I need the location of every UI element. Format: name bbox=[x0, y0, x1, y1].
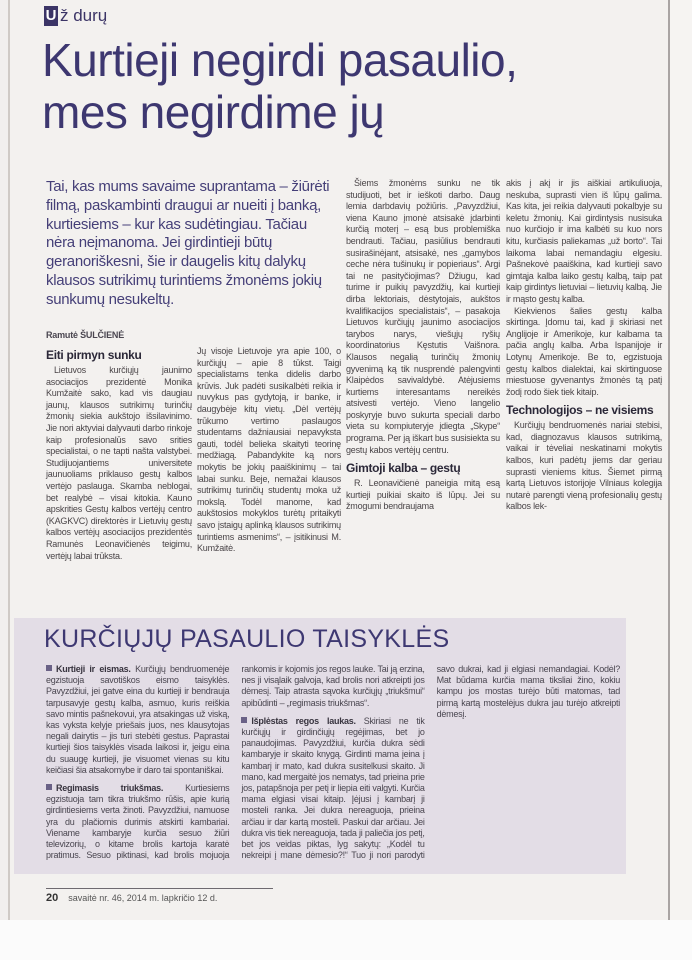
subheading-gimtoji: Gimtoji kalba – gestų bbox=[346, 461, 461, 476]
article-column-3 bbox=[346, 178, 500, 513]
headline-line-2: mes negirdime jų bbox=[42, 86, 385, 138]
scan-margin bbox=[0, 920, 692, 960]
lede-paragraph: Tai, kas mums savaime suprantama – žiūrėti filmą, paskambinti draugui ar nueiti į banką, kurtiesiems – kur kas sudėtingiau. Tačiau nėra neįmanoma. Jei girdintieji būtų geranoriškesni, šie ir daugelis kitų dalykų klausos sutrikimų turintiems žmonėms jokių sunkumų nesukeltų. bbox=[46, 178, 330, 308]
article-paragraph: R. Leonavičienė paneigia mitą esą kurtieji puikiai skaito iš lūpų. Jei su žmogumi bendraujama bbox=[346, 478, 500, 512]
article-paragraph: akis į akį ir jis aiškiai artikuliuoja, neskuba, suprasti vien iš lūpų galima. Kas kita, jei reikia dalyvauti pokalbyje su keletu žmonių. Kai girdintysis nusisuka nuo kurčiojo ir ima kalbėti su kuo nors kitu, kurčiasis paliekamas „už borto“. Tai laikoma labai nemandagiu elgesiu. Pašnekovė paaiškina, kad kurtieji savo gimtąja kalba laiko gestų kalbą, taip pat kaip girdintys lietuviai – lietuvių kalbą. Jie ir mąsto gestų kalba. bbox=[506, 178, 662, 304]
footer-rule bbox=[46, 888, 273, 889]
article-column-1 bbox=[46, 344, 192, 562]
article-paragraph: Šiems žmonėms sunku ne tik studijuoti, bet ir ieškoti darbo. Daug lemia darbdavių požiūris. „Pavyzdžiui, viena Kauno įmonė atsisakė įdarbinti kurčią moterį – esą bus problemiška bendrauti. Tačiau, pasiūlius bendrauti susirašinėjant, atsisakė, nes „gamybos ceche nėra tušinukų ir popieriaus“. Argi tai ne pasityčiojimas? Džiugu, kad turime ir puikių pavyzdžių, kai kurtieji dirba lektoriais, dėstytojais, aukštos kvalifikacijos specialistais“, – pasakoja Lietuvos kurčiųjų jaunimo asociacijos tarybos narys, viešųjų ryšių koordinatorius Kęstutis Vaišnora. Klausos negalią turinčių žmonių gyvenimą ką tik nusprendė palengvinti Klaipėdos savivaldybė. Atėjusiems kurtiems interesantams nereikės atsivesti vertėjo. Vieno langelio poskyryje buvo sukurta speciali darbo vieta su kompiuteryje įdiegta „Skype“ programa. Per ją iškart bus susisiekta su gestų kabos vertėjų centru. bbox=[346, 178, 500, 455]
article-paragraph: Kiekvienos šalies gestų kalba skirtinga. Įdomu tai, kad ji skiriasi net Anglijoje ir Amerikoje, kur kalbama ta pačia anglų kalba. Arba Ispanijoje ir Lotynų Amerikoje. Be to, egzistuoja gestų kalbos dialektai, kai skirtinguose miestuose gyvenantys žmonės tą patį žodį rodo šiek tiek kitaip. bbox=[506, 305, 662, 397]
section-label: ž durų bbox=[60, 6, 108, 25]
rule-text: Kurčiųjų bendruomenėje egzistuoja savotiškos eismo taisyklės. Pavyzdžiui, jei gatve eina du kurtieji ir bendrauja tarpusavyje gestų kalba, asmuo, kuris reiškia savo mintis pašnekovui, yra atsakingas už viską, kas vyksta kelyje priešais juos, nes klausytojas negali dairytis – jis turi stebėti gestus. Paprastai kurtieji šios taisyklės visada laikosi ir, jeigu eina du suaugę kurtieji, jie visuomet vienas su kitu keičiasi šia atsakomybe ir daro tai spontaniškai. bbox=[46, 664, 230, 775]
article-paragraph: Kurčiųjų bendruomenės nariai stebisi, kad, diagnozavus klausos sutrikimą, vaikai ir tėveliai neskatinami mokytis kalbos, kuri padėtų jiems dar geriau suprasti vieniems kitus. Šiemet pirmą kartą Lietuvos istorijoje Vilniaus kolegija nutarė parengti vieną profesionalių gestų kalbos lek- bbox=[506, 420, 662, 512]
article-paragraph: Lietuvos kurčiųjų jaunimo asociacijos prezidentė Monika Kumžaitė sako, kad vis daugiau jaunų, klausos sutrikimų turinčių žmonių siekia aukštojo išsilavinimo. Jie nori aktyviai dalyvauti darbo rinkoje kaip profesionalūs savo srities specialistai, o ne tapti našta valstybei. Studijuojantiems universitete jaunuoliams priklauso gestų kalbos vertėjo paslauga. Skamba neblogai, bet realybė – visai kitokia. Kauno apskrities Gestų kalbos vertėjų centro (KAGKVC) direktorės ir Lietuvių gestų kalbos vertėjų asociacijos prezidentės Ramunės Leonavičienės teigimu, vertėjų labai trūksta. bbox=[46, 365, 192, 561]
headline-line-1: Kurtieji negirdi pasaulio, bbox=[42, 34, 518, 86]
page-footer bbox=[46, 892, 217, 904]
section-badge: U bbox=[45, 7, 57, 24]
subheading-technologijos: Technologijos – ne visiems bbox=[506, 403, 654, 418]
headline bbox=[42, 34, 662, 138]
article-column-2 bbox=[197, 346, 341, 555]
square-bullet-icon bbox=[241, 717, 247, 723]
page-number: 20 bbox=[46, 892, 59, 904]
square-bullet-icon bbox=[46, 665, 52, 671]
section-tag bbox=[44, 6, 107, 26]
next-page-edge bbox=[670, 0, 692, 920]
rule-title: Kurtieji ir eismas. bbox=[56, 664, 131, 674]
rule-text: Skiriasi ne tik kurčiųjų ir girdinčiųjų regėjimas, bet jo panaudojimas. Pavyzdžiui, kurčia dukra sėdi kambaryje ir skaito knygą. Girdinti mama įeina į kambarį ir mato, kad dukra susitelkusi skaito. Ji mano, kad mergaitė jos nematys, tad prieina prie jos, patapšnoja per petį ir liepia eiti valgyti. Kurčia mama elgiasi visai kitaip. Įėjusi į kambarį ji mosteli ranka. Jei dukra nereaguoja, prieina arčiau ir dar kartą mosteli. Paskui dar arčiau. Jei dukra vis tiek nereaguoja, tada ji paliečia jos petį, bet jos veidas piktas, lyg sakytų: „Kodėl tu nekreipi į mane dėmesio?!“ Tuo ji nori parodyti savo dukrai, kad ji elgiasi nemandagiai. Kodėl? Mat būdama kurčia mama tiksliai žino, kokiu kampu jos mostas turėjo būti matomas, tad pirmą kartą mostelėjus dukra jau turėjo atkreipti dėmesį. bbox=[241, 664, 620, 861]
square-bullet-icon bbox=[46, 784, 52, 790]
rule-item bbox=[46, 664, 229, 776]
article-column-4 bbox=[506, 178, 662, 513]
rule-text: Kurtiesiems egzistuoja tam tikra triukšmo rūšis, apie kurią girdintiesiems verta žinoti. Pavyzdžiui, namuose yra du plačiomis durimis atskirti kambariai. Viename kambaryje kurčia sesuo žiūri televizorių, o kitame brolis kartoja karatė pratimus. Sesuo piktinasi, kad brolis mojuoja rankomis ir kojomis jos regos lauke. Tai ją erzina, nes ji visąlaik galvoja, kad brolis nori atkreipti jos dėmesį. Taip atrasta sąvoka kurčiųjų „triukšmui“ apibūdinti – „regimasis triukšmas“. bbox=[46, 664, 425, 861]
byline: Ramutė ŠULČIENĖ bbox=[46, 330, 125, 340]
rule-title: Regimasis triukšmas. bbox=[56, 783, 164, 794]
issue-info: savaitė nr. 46, 2014 m. lapkričio 12 d. bbox=[68, 893, 218, 903]
subheading-eiti: Eiti pirmyn sunku bbox=[46, 348, 142, 362]
article-paragraph: Jų visoje Lietuvoje yra apie 100, o kurčiųjų – apie 8 tūkst. Taigi specialistams tenka didelis darbo krūvis. Juk padėti susikalbėti reikia ir nuvykus pas gydytoją, ir banke, ir daugybėje kitų vietų. „Dėl vertėjų trūkumo vertimo paslaugos studentams dažniausiai nepavyksta gauti, todėl belieka skaityti teorinę medžiagą. Pabandykite ką nors mokytis be jokių paaiškinimų – tai labai sunku. Beje, nemažai klausos sutrikimų turinčių studentų moka už mokslą. Todėl manome, kad aukštosios mokyklos turėtų pritaikyti savo įstaigų aplinką klausos sutrikimų turintiems asmenims“, – įsitikinusi M. Kumžaitė. bbox=[197, 346, 341, 554]
rules-title: KURČIŲJŲ PASAULIO TAISYKLĖS bbox=[44, 625, 450, 653]
rule-title: Išplėstas regos laukas. bbox=[251, 715, 356, 726]
rules-columns bbox=[46, 664, 620, 868]
